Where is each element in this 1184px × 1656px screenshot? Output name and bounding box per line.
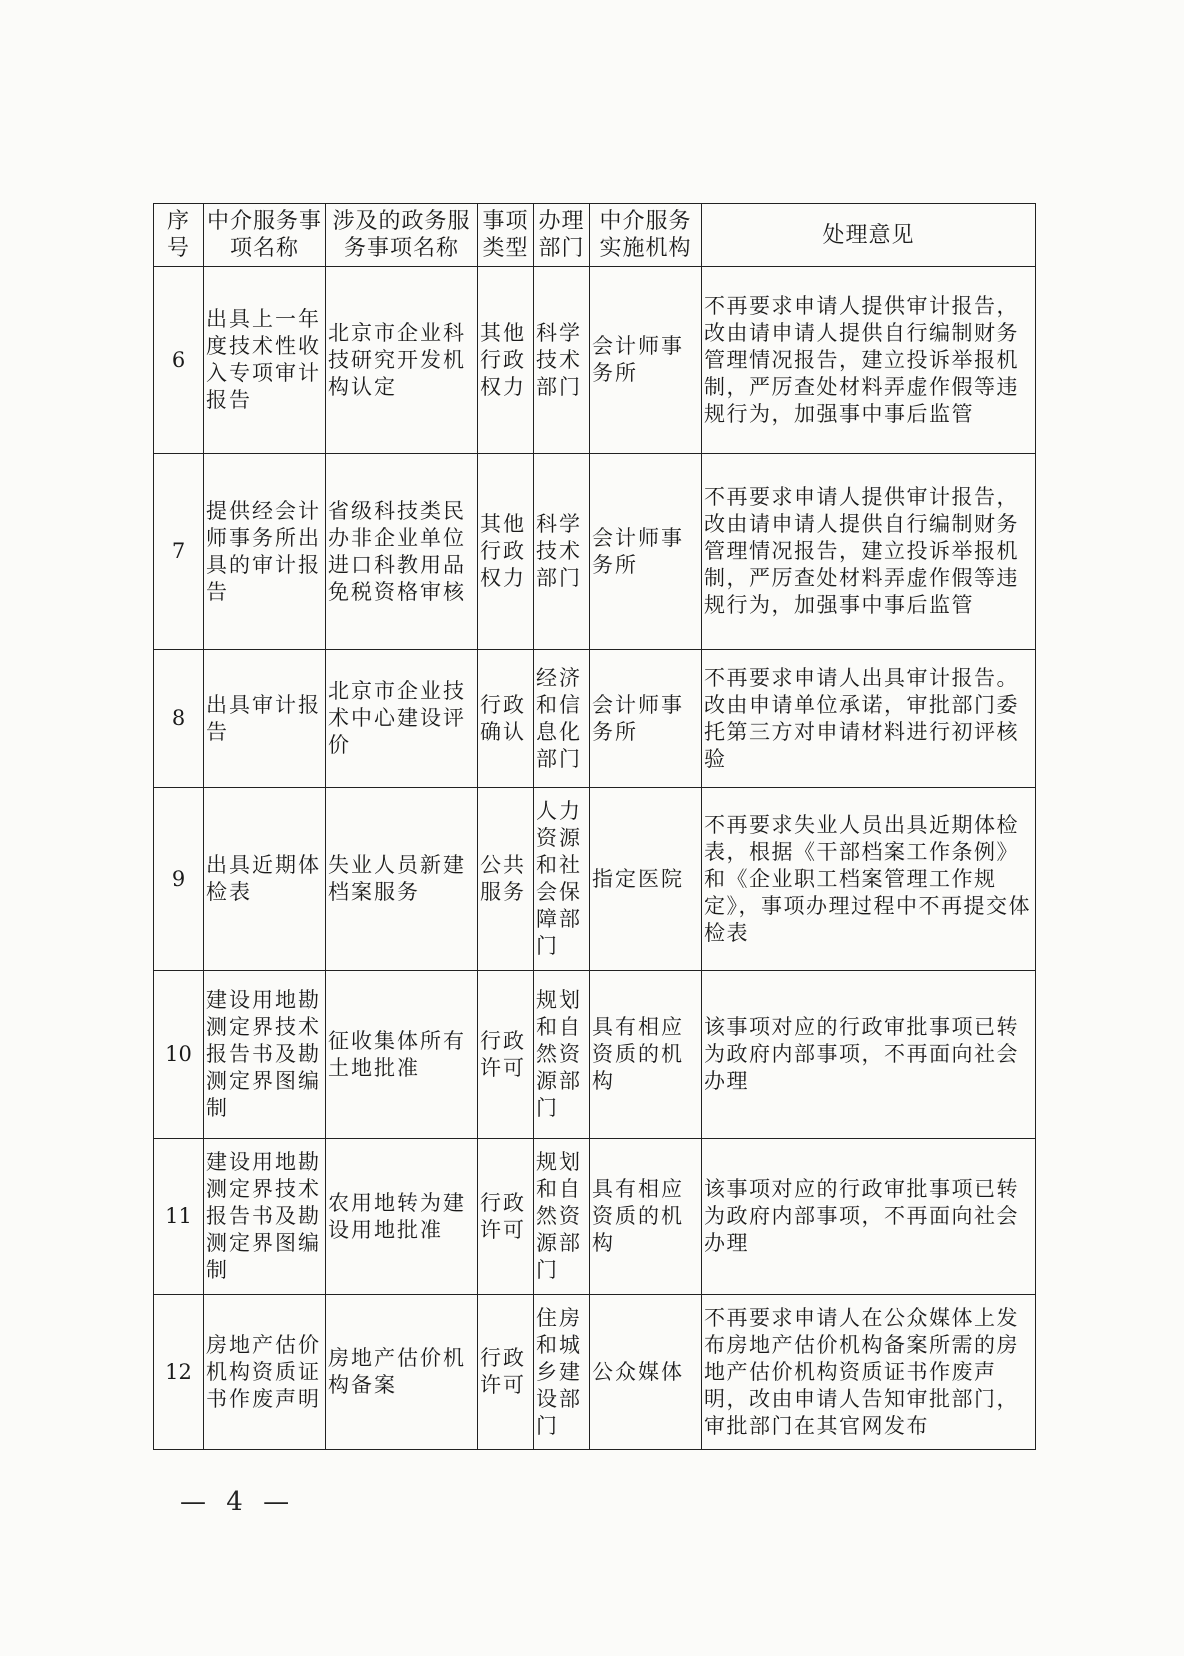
cell-opinion: 不再要求申请人在公众媒体上发布房地产估价机构备案所需的房地产估价机构资质证书作废声明，改由申请人告知审批部门，审批部门在其官网发布: [702, 1295, 1036, 1450]
cell-item-type: 行政许可: [478, 1295, 534, 1450]
cell-service-name: 提供经会计师事务所出具的审计报告: [204, 454, 326, 650]
cell-agency: 会计师事务所: [590, 267, 702, 454]
cell-opinion: 该事项对应的行政审批事项已转为政府内部事项，不再面向社会办理: [702, 1139, 1036, 1295]
cell-department: 住房和城乡建设部门: [534, 1295, 590, 1450]
cell-agency: 公众媒体: [590, 1295, 702, 1450]
cell-department: 科学技术部门: [534, 454, 590, 650]
cell-gov-item: 征收集体所有土地批准: [326, 971, 478, 1139]
cell-service-name: 出具审计报告: [204, 650, 326, 788]
cell-gov-item: 失业人员新建档案服务: [326, 788, 478, 971]
cell-seq: 10: [154, 971, 204, 1139]
items-table: [153, 203, 1036, 1450]
cell-gov-item: 省级科技类民办非企业单位进口科教用品免税资格审核: [326, 454, 478, 650]
header-gov-item: 涉及的政务服务事项名称: [326, 204, 478, 267]
table-row: [154, 1139, 1036, 1295]
cell-department: 经济和信息化部门: [534, 650, 590, 788]
cell-item-type: 行政确认: [478, 650, 534, 788]
cell-gov-item: 农用地转为建设用地批准: [326, 1139, 478, 1295]
cell-seq: 11: [154, 1139, 204, 1295]
cell-seq: 12: [154, 1295, 204, 1450]
cell-service-name: 建设用地勘测定界技术报告书及勘测定界图编制: [204, 971, 326, 1139]
cell-agency: 会计师事务所: [590, 454, 702, 650]
cell-seq: 8: [154, 650, 204, 788]
cell-department: 科学技术部门: [534, 267, 590, 454]
cell-service-name: 出具上一年度技术性收入专项审计报告: [204, 267, 326, 454]
header-agency: 中介服务实施机构: [590, 204, 702, 267]
cell-item-type: 行政许可: [478, 971, 534, 1139]
table-row: [154, 650, 1036, 788]
cell-opinion: 不再要求申请人出具审计报告。改由申请单位承诺，审批部门委托第三方对申请材料进行初评核验: [702, 650, 1036, 788]
table-row: [154, 267, 1036, 454]
cell-agency: 会计师事务所: [590, 650, 702, 788]
header-seq: 序号: [154, 204, 204, 267]
cell-service-name: 房地产估价机构资质证书作废声明: [204, 1295, 326, 1450]
cell-agency: 具有相应资质的机构: [590, 1139, 702, 1295]
cell-opinion: 不再要求申请人提供审计报告，改由请申请人提供自行编制财务管理情况报告，建立投诉举报机制，严厉查处材料弄虚作假等违规行为，加强事中事后监管: [702, 267, 1036, 454]
table-row: [154, 454, 1036, 650]
cell-gov-item: 房地产估价机构备案: [326, 1295, 478, 1450]
table-row: [154, 1295, 1036, 1450]
cell-opinion: 不再要求失业人员出具近期体检表，根据《干部档案工作条例》和《企业职工档案管理工作规定》，事项办理过程中不再提交体检表: [702, 788, 1036, 971]
table-header-row: [154, 204, 1036, 267]
cell-opinion: 不再要求申请人提供审计报告，改由请申请人提供自行编制财务管理情况报告，建立投诉举报机制，严厉查处材料弄虚作假等违规行为，加强事中事后监管: [702, 454, 1036, 650]
cell-item-type: 其他行政权力: [478, 454, 534, 650]
cell-item-type: 行政许可: [478, 1139, 534, 1295]
cell-agency: 指定医院: [590, 788, 702, 971]
cell-service-name: 建设用地勘测定界技术报告书及勘测定界图编制: [204, 1139, 326, 1295]
cell-agency: 具有相应资质的机构: [590, 971, 702, 1139]
table-row: [154, 971, 1036, 1139]
cell-department: 规划和自然资源部门: [534, 971, 590, 1139]
table-row: [154, 788, 1036, 971]
cell-gov-item: 北京市企业技术中心建设评价: [326, 650, 478, 788]
cell-seq: 9: [154, 788, 204, 971]
cell-item-type: 其他行政权力: [478, 267, 534, 454]
cell-item-type: 公共服务: [478, 788, 534, 971]
cell-opinion: 该事项对应的行政审批事项已转为政府内部事项，不再面向社会办理: [702, 971, 1036, 1139]
header-department: 办理部门: [534, 204, 590, 267]
page-number: — 4 —: [180, 1487, 296, 1517]
cell-seq: 7: [154, 454, 204, 650]
header-opinion: 处理意见: [702, 204, 1036, 267]
header-service-name: 中介服务事项名称: [204, 204, 326, 267]
cell-seq: 6: [154, 267, 204, 454]
cell-service-name: 出具近期体检表: [204, 788, 326, 971]
header-item-type: 事项类型: [478, 204, 534, 267]
cell-department: 人力资源和社会保障部门: [534, 788, 590, 971]
cell-department: 规划和自然资源部门: [534, 1139, 590, 1295]
cell-gov-item: 北京市企业科技研究开发机构认定: [326, 267, 478, 454]
